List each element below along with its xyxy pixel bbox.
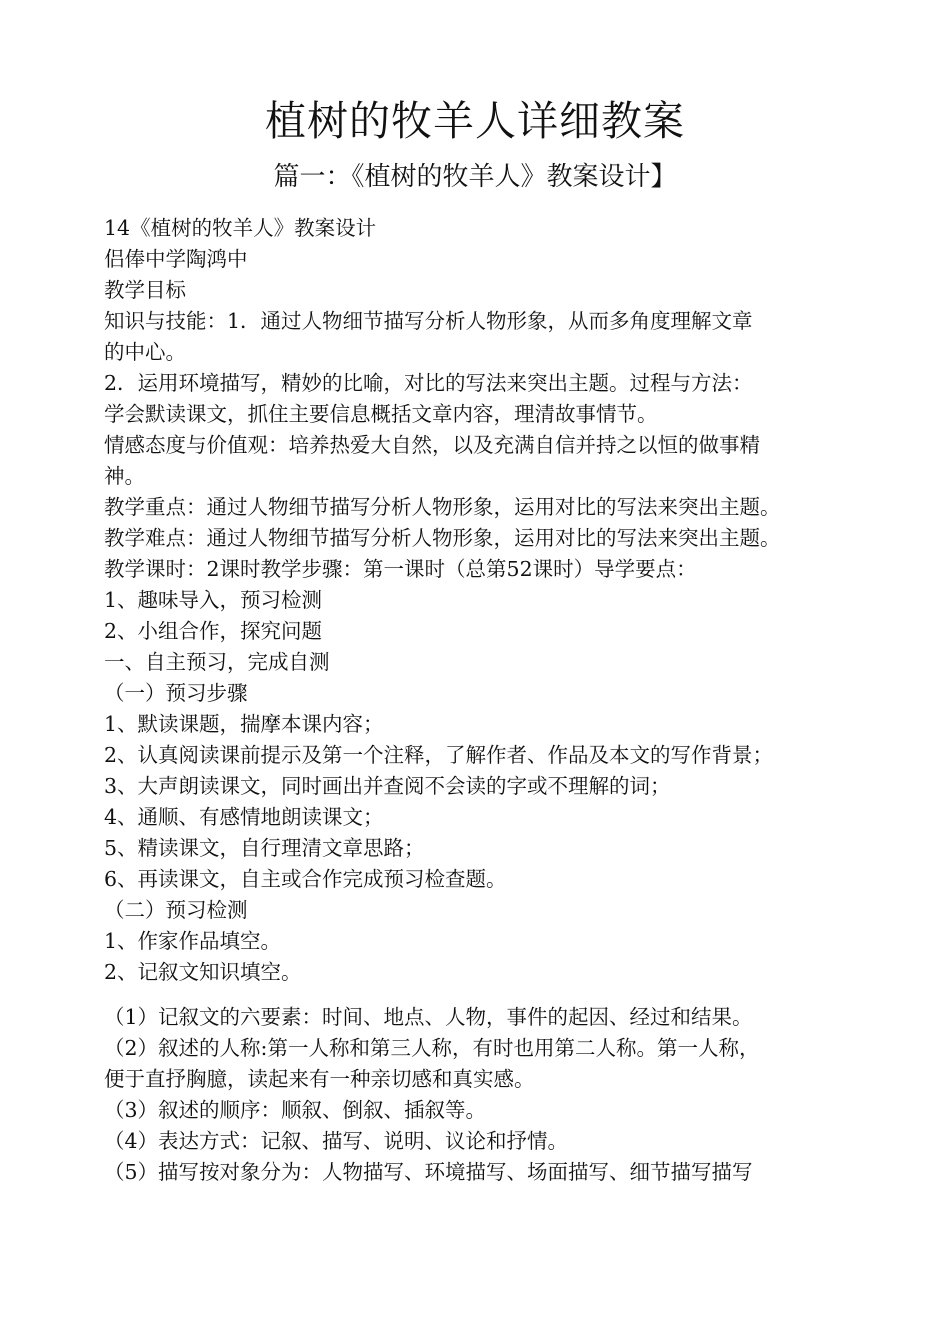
body-line: （1）记叙文的六要素：时间、地点、人物，事件的起因、经过和结果。 [104, 1005, 753, 1029]
body-line: （5）描写按对象分为：人物描写、环境描写、场面描写、细节描写描写 [104, 1160, 753, 1184]
body-line: 6、再读课文，自主或合作完成预习检查题。 [104, 867, 507, 891]
body-line: 教学重点：通过人物细节描写分析人物形象，运用对比的写法来突出主题。 [104, 495, 781, 519]
body-line: 侣俸中学陶鸿中 [104, 247, 248, 271]
body-line: （4）表达方式：记叙、描写、说明、议论和抒情。 [104, 1129, 569, 1153]
body-line: 2、小组合作，探究问题 [104, 619, 323, 643]
body-line: 知识与技能：1．通过人物细节描写分析人物形象，从而多角度理解文章 [104, 309, 753, 333]
body-line: 1、默读课题，揣摩本课内容； [104, 712, 384, 736]
body-line: 1、趣味导入，预习检测 [104, 588, 323, 612]
body-line: 教学难点：通过人物细节描写分析人物形象，运用对比的写法来突出主题。 [104, 526, 781, 550]
document-subtitle: 篇一：《植树的牧羊人》教案设计】 [273, 162, 677, 192]
body-line: 2、记叙文知识填空。 [104, 960, 302, 984]
body-line: （3）叙述的顺序：顺叙、倒叙、插叙等。 [104, 1098, 487, 1122]
body-line: 4、通顺、有感情地朗读课文； [104, 805, 384, 829]
body-line: （一）预习步骤 [104, 681, 248, 705]
body-line: 2、认真阅读课前提示及第一个注释，了解作者、作品及本文的写作背景； [104, 743, 774, 767]
body-line: 的中心。 [104, 340, 186, 364]
body-line: 情感态度与价值观：培养热爱大自然，以及充满自信并持之以恒的做事精 [104, 433, 760, 457]
body-line: 教学课时：2课时教学步骤：第一课时（总第52课时）导学要点： [104, 557, 697, 581]
body-line: 2．运用环境描写，精妙的比喻，对比的写法来突出主题。过程与方法： [104, 371, 753, 395]
body-line: 教学目标 [104, 278, 186, 302]
body-line: 14《植树的牧羊人》教案设计 [104, 216, 377, 240]
body-line: （二）预习检测 [104, 898, 248, 922]
body-line: （2）叙述的人称:第一人称和第三人称，有时也用第二人称。第一人称， [104, 1036, 760, 1060]
body-line: 一、自主预习，完成自测 [104, 650, 330, 674]
body-line: 神。 [104, 464, 145, 488]
body-line: 学会默读课文，抓住主要信息概括文章内容，理清故事情节。 [104, 402, 658, 426]
body-line: 便于直抒胸臆，读起来有一种亲切感和真实感。 [104, 1067, 535, 1091]
body-line: 3、大声朗读课文，同时画出并查阅不会读的字或不理解的词； [104, 774, 671, 798]
body-line: 1、作家作品填空。 [104, 929, 282, 953]
document-body [104, 213, 884, 1188]
paragraph-gap [104, 988, 884, 1002]
document-title: 植树的牧羊人详细教案 [265, 97, 685, 145]
body-line: 5、精读课文，自行理清文章思路； [104, 836, 425, 860]
